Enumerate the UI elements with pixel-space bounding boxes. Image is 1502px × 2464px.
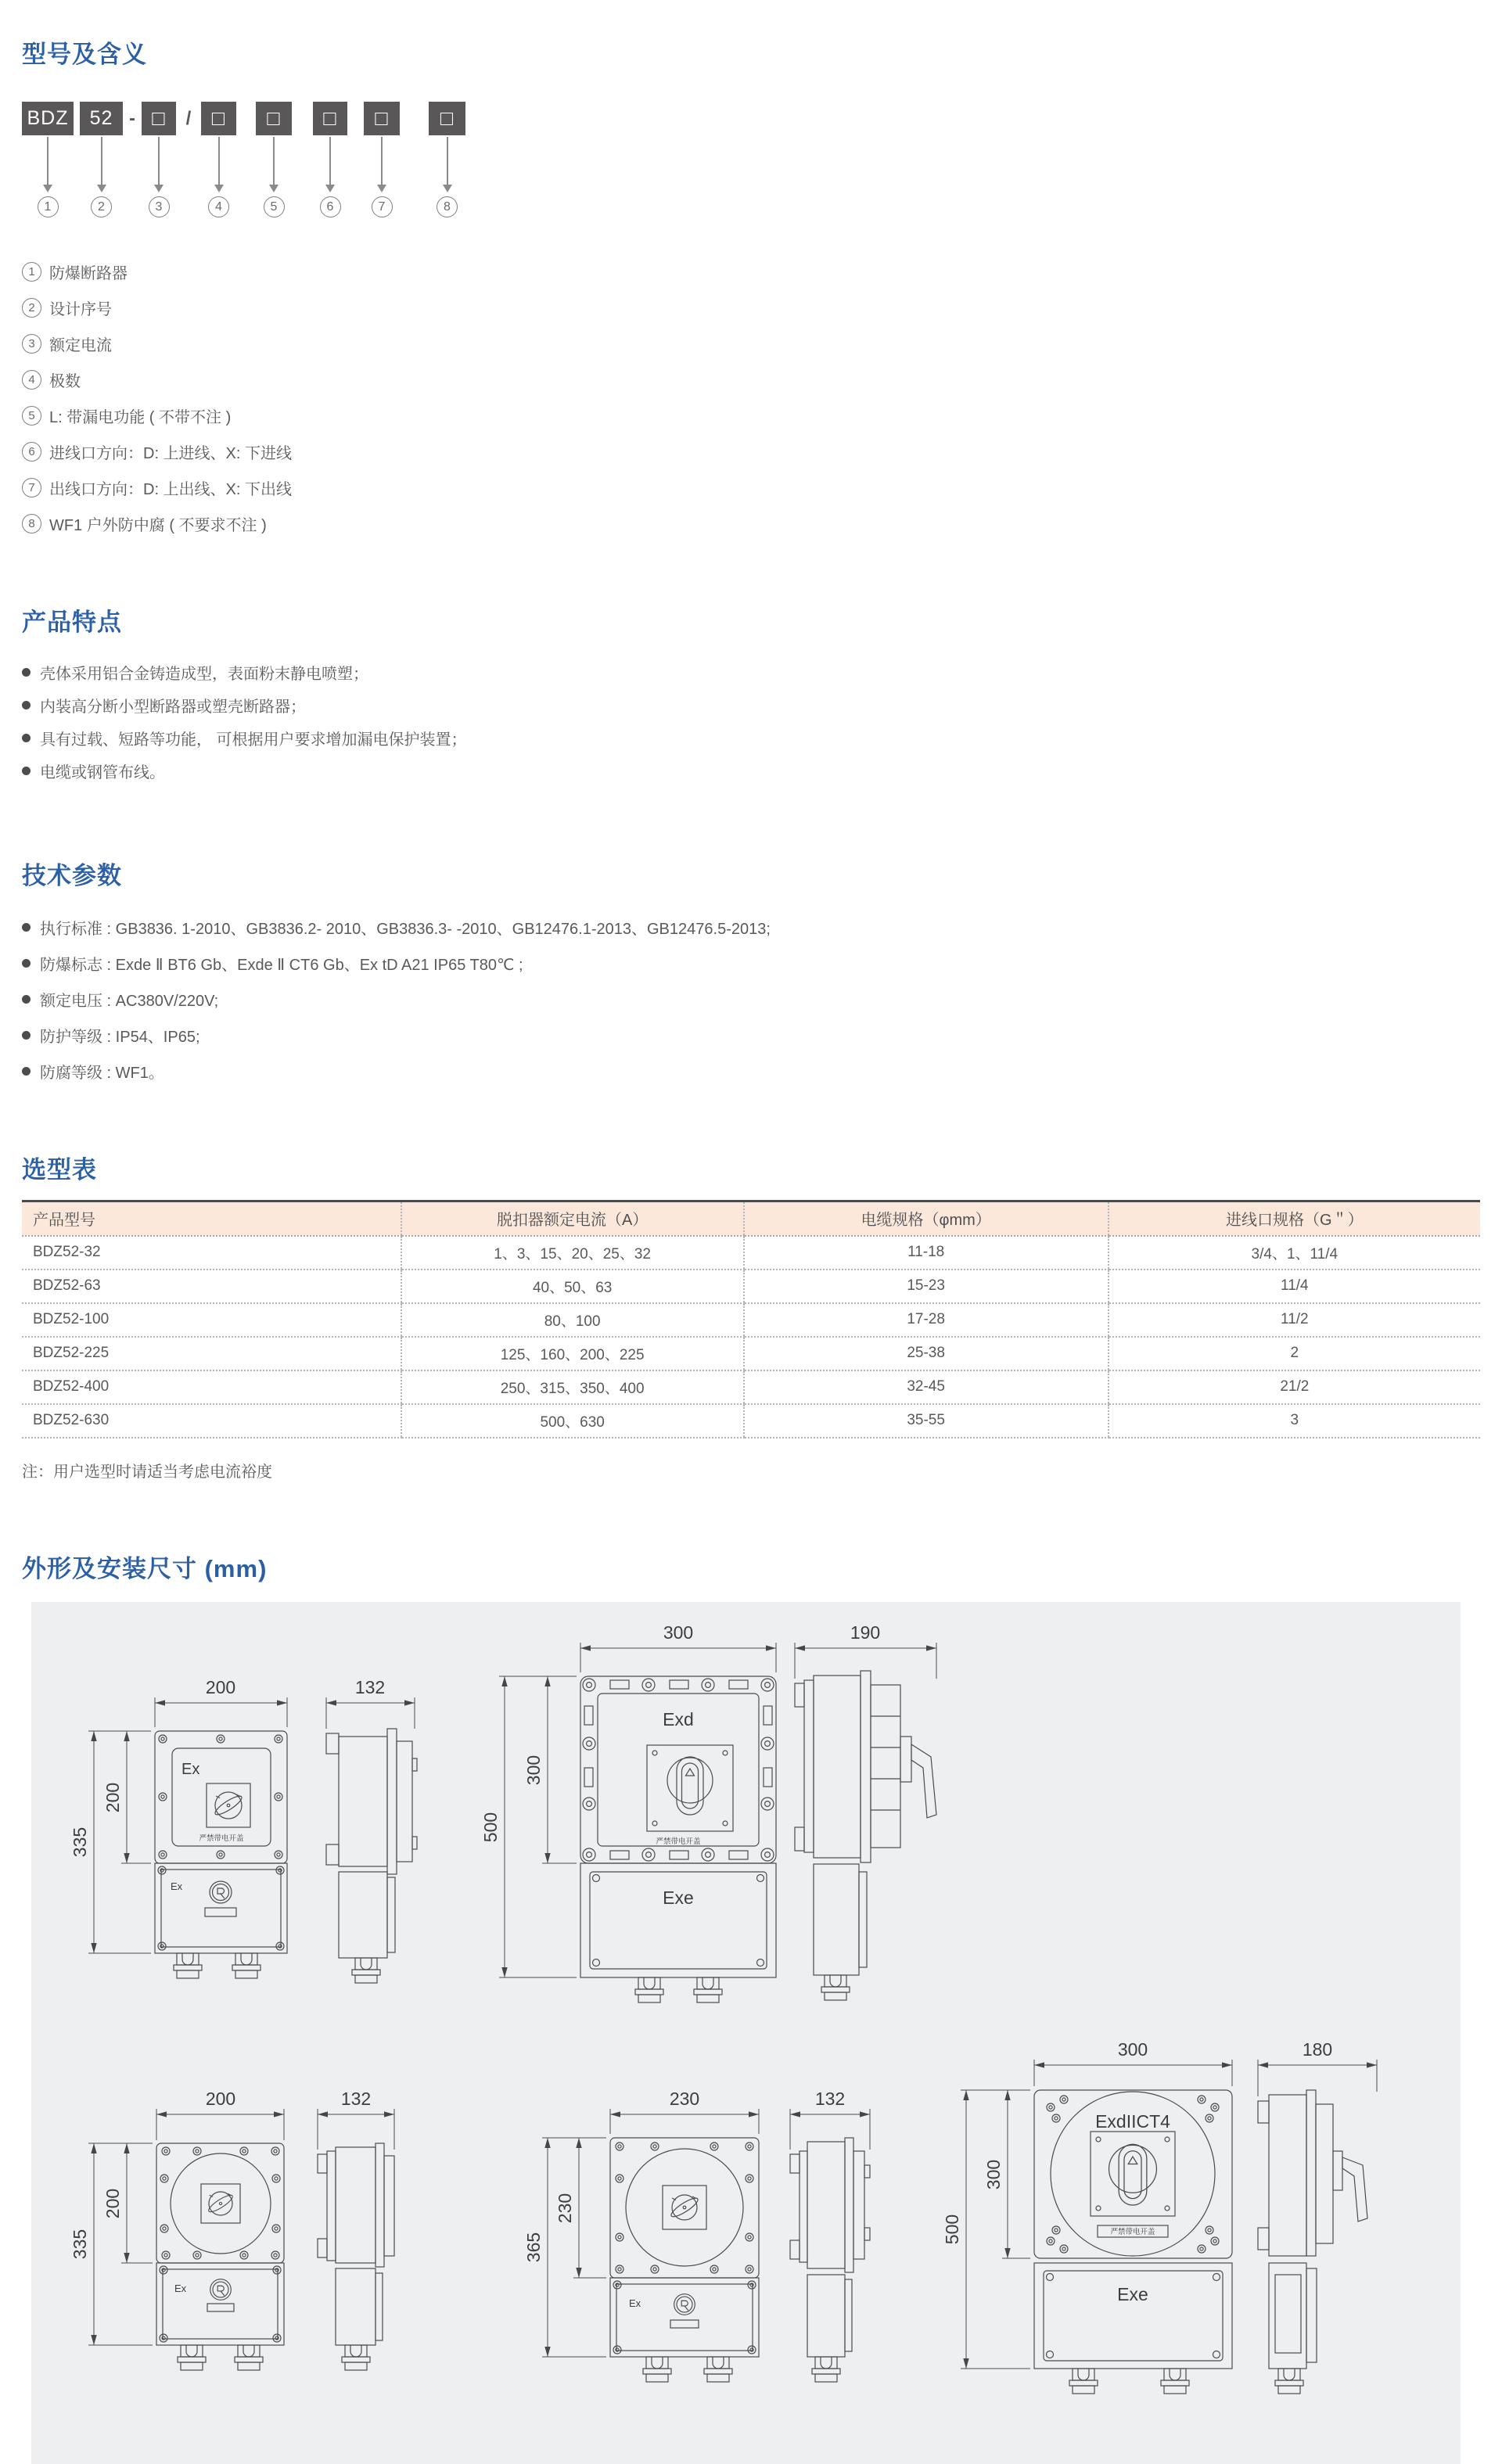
drawing-front-200x335-round xyxy=(70,2089,284,2370)
cell-model: BDZ52-400 xyxy=(22,1370,401,1404)
dimensions-section xyxy=(22,1553,1480,2464)
dim-inner: 200 xyxy=(102,2188,123,2218)
model-box-6: □ xyxy=(313,102,347,135)
model-note-1 xyxy=(22,253,1480,289)
table-row xyxy=(22,1404,1480,1438)
cell-model: BDZ52-32 xyxy=(22,1236,401,1270)
model-note-3 xyxy=(22,325,1480,361)
model-note-text: 出线口方向：D: 上出线、X: 下出线 xyxy=(49,480,293,498)
arrow-shaft xyxy=(381,137,383,185)
model-number-1: 1 xyxy=(38,196,59,217)
model-segment-2 xyxy=(80,102,123,217)
model-note-text: 防爆断路器 xyxy=(49,264,128,282)
model-segment-5 xyxy=(256,102,292,217)
cell-cable: 15-23 xyxy=(744,1270,1109,1303)
model-note-8 xyxy=(22,505,1480,541)
arrow-shaft xyxy=(158,137,160,185)
model-note-6 xyxy=(22,433,1480,469)
bullet-dot-icon xyxy=(22,767,31,775)
certification-mark-icon xyxy=(210,2279,232,2300)
bullet-dot-icon xyxy=(22,1067,31,1076)
model-notes xyxy=(22,253,1480,541)
drawing-side-132-b xyxy=(318,2089,394,2370)
tech-item xyxy=(22,945,1480,981)
cable-gland-icon xyxy=(1275,2369,1303,2394)
model-separator-slash: / xyxy=(185,107,192,129)
cable-gland-icon xyxy=(235,2345,263,2370)
arrow-shaft xyxy=(218,137,220,185)
table-row xyxy=(22,1370,1480,1404)
drawing-front-300x500-round xyxy=(942,2039,1232,2394)
dim-inner: 300 xyxy=(983,2159,1004,2189)
label-exe: Exe xyxy=(1117,2283,1148,2304)
arrow-shaft xyxy=(447,137,448,185)
table-row xyxy=(22,1303,1480,1337)
dim-height: 335 xyxy=(70,1826,90,1857)
bullet-dot-icon xyxy=(22,701,31,709)
dim-height: 500 xyxy=(942,2214,962,2244)
cell-model: BDZ52-100 xyxy=(22,1303,401,1337)
tech-title: 技术参数 xyxy=(22,862,122,889)
cell-current: 250、315、350、400 xyxy=(401,1370,744,1404)
arrow-head-icon xyxy=(97,185,106,192)
model-number-7: 7 xyxy=(372,196,393,217)
label-ex: Ex xyxy=(174,2282,187,2294)
arrow-head-icon xyxy=(325,185,335,192)
model-segment-8 xyxy=(429,102,465,217)
dim-inner: 300 xyxy=(523,1755,544,1785)
table-row xyxy=(22,1236,1480,1270)
dim-inner: 230 xyxy=(555,2193,575,2223)
label-exdiict4: ExdIICT4 xyxy=(1095,2110,1170,2132)
feature-text: 电缆或钢管布线。 xyxy=(40,763,165,781)
model-number-5: 5 xyxy=(264,196,285,217)
model-box-7: □ xyxy=(364,102,400,135)
model-segment-3 xyxy=(142,102,176,217)
model-box-bdz: BDZ xyxy=(22,102,74,135)
cable-gland-icon xyxy=(178,2345,206,2370)
tech-section xyxy=(22,860,1480,1089)
circled-number: 5 xyxy=(22,406,41,426)
cell-current: 125、160、200、225 xyxy=(401,1337,744,1370)
drawing-side-132-c xyxy=(790,2089,870,2382)
dim-width: 300 xyxy=(1117,2038,1148,2060)
cell-inlet: 2 xyxy=(1109,1337,1480,1370)
col-header-inlet: 进线口规格（G＂） xyxy=(1109,1201,1480,1236)
model-section-title: 型号及含义 xyxy=(22,41,147,68)
cell-inlet: 3 xyxy=(1109,1404,1480,1438)
bullet-dot-icon xyxy=(22,959,31,968)
model-number-6: 6 xyxy=(320,196,341,217)
drawing-front-200x335 xyxy=(70,1677,287,1978)
model-note-7 xyxy=(22,469,1480,505)
circled-number: 3 xyxy=(22,334,41,354)
cell-cable: 25-38 xyxy=(744,1337,1109,1370)
tech-item xyxy=(22,1053,1480,1089)
model-note-text: 进线口方向：D: 上进线、X: 下进线 xyxy=(49,444,293,462)
model-segment-1 xyxy=(22,102,74,217)
rotary-switch-icon xyxy=(1109,2144,1157,2205)
selection-table xyxy=(22,1200,1480,1439)
features-section xyxy=(22,607,1480,787)
model-note-2 xyxy=(22,289,1480,325)
arrow-head-icon xyxy=(269,185,278,192)
cell-current: 80、100 xyxy=(401,1303,744,1337)
warning-plate-text: 严禁带电开盖 xyxy=(1110,2227,1155,2236)
arrow-head-icon xyxy=(214,185,224,192)
cable-gland-icon xyxy=(232,1953,261,1978)
drawing-side-180 xyxy=(1258,2039,1377,2394)
cell-current: 500、630 xyxy=(401,1404,744,1438)
tech-item xyxy=(22,909,1480,945)
arrow-head-icon xyxy=(377,185,386,192)
col-header-model: 产品型号 xyxy=(22,1201,401,1236)
model-note-text: 极数 xyxy=(49,372,81,390)
label-exd: Exd xyxy=(663,1708,694,1729)
drawing-side-190 xyxy=(795,1622,936,2000)
cell-inlet: 11/4 xyxy=(1109,1270,1480,1303)
cell-cable: 11-18 xyxy=(744,1236,1109,1270)
model-note-text: L: 带漏电功能 ( 不带不注 ) xyxy=(49,408,232,426)
selection-note: 注：用户选型时请适当考虑电流裕度 xyxy=(22,1463,272,1481)
tech-text: 防护等级 : IP54、IP65; xyxy=(40,1028,200,1046)
col-header-current: 脱扣器额定电流（A） xyxy=(401,1201,744,1236)
cell-model: BDZ52-63 xyxy=(22,1270,401,1303)
cable-gland-icon xyxy=(694,1977,722,2002)
cell-current: 40、50、63 xyxy=(401,1270,744,1303)
selection-section xyxy=(22,1155,1480,1482)
cell-current: 1、3、15、20、25、32 xyxy=(401,1236,744,1270)
feature-text: 内装高分断小型断路器或塑壳断路器； xyxy=(40,698,306,716)
drawing-side-132 xyxy=(326,1677,417,1983)
cable-gland-icon xyxy=(643,2357,671,2382)
dim-depth: 190 xyxy=(850,1622,881,1643)
cell-model: BDZ52-225 xyxy=(22,1337,401,1370)
tech-text: 防腐等级 : WF1。 xyxy=(40,1064,164,1082)
model-note-4 xyxy=(22,361,1480,397)
cable-gland-icon xyxy=(812,2357,840,2382)
feature-item xyxy=(22,656,1480,688)
model-number-2: 2 xyxy=(91,196,112,217)
cable-gland-icon xyxy=(821,1975,850,2000)
circled-number: 4 xyxy=(22,370,41,390)
model-note-text: 设计序号 xyxy=(49,300,112,318)
feature-item xyxy=(22,754,1480,787)
certification-mark-icon xyxy=(210,1881,232,1903)
arrow-head-icon xyxy=(154,185,163,192)
rotary-switch-icon xyxy=(667,1757,713,1815)
dim-width: 200 xyxy=(205,2088,236,2109)
tech-item xyxy=(22,981,1480,1017)
dim-height: 500 xyxy=(480,1812,501,1842)
cable-gland-icon xyxy=(1069,2369,1098,2394)
selection-title: 选型表 xyxy=(22,1156,97,1184)
model-number-4: 4 xyxy=(208,196,229,217)
model-box-52: 52 xyxy=(80,102,123,135)
model-box-5: □ xyxy=(256,102,292,135)
dim-width: 300 xyxy=(663,1622,694,1643)
circled-number: 8 xyxy=(22,514,41,533)
tech-text: 额定电压 : AC380V/220V; xyxy=(40,992,219,1010)
tech-item xyxy=(22,1017,1480,1053)
arrow-shaft xyxy=(329,137,331,185)
label-exe: Exe xyxy=(663,1887,694,1908)
label-ex: Ex xyxy=(181,1760,200,1778)
feature-item xyxy=(22,721,1480,754)
drawing-front-230x365 xyxy=(523,2089,759,2382)
dim-width: 230 xyxy=(669,2088,700,2109)
features-title: 产品特点 xyxy=(22,609,122,636)
features-list xyxy=(22,656,1480,787)
cable-gland-icon xyxy=(352,1958,380,1983)
dim-height: 365 xyxy=(523,2232,544,2262)
model-segment-7 xyxy=(364,102,400,217)
cell-cable: 17-28 xyxy=(744,1303,1109,1337)
circled-number: 7 xyxy=(22,478,41,497)
table-header-row xyxy=(22,1201,1480,1236)
dimension-drawings-panel xyxy=(31,1602,1461,2464)
model-code-diagram xyxy=(22,102,1480,217)
model-box-8: □ xyxy=(429,102,465,135)
cell-inlet: 11/2 xyxy=(1109,1303,1480,1337)
model-box-3: □ xyxy=(142,102,176,135)
model-box-4: □ xyxy=(201,102,236,135)
bullet-dot-icon xyxy=(22,1031,31,1040)
model-number-8: 8 xyxy=(437,196,458,217)
feature-text: 具有过载、短路等功能， 可根据用户要求增加漏电保护装置； xyxy=(40,731,467,749)
feature-item xyxy=(22,688,1480,721)
bullet-dot-icon xyxy=(22,923,31,932)
cell-cable: 32-45 xyxy=(744,1370,1109,1404)
model-note-text: 额定电流 xyxy=(49,336,112,354)
model-number-3: 3 xyxy=(149,196,170,217)
cell-inlet: 3/4、1、11/4 xyxy=(1109,1236,1480,1270)
dim-height: 335 xyxy=(70,2229,90,2259)
bullet-dot-icon xyxy=(22,995,31,1004)
arrow-shaft xyxy=(47,137,49,185)
dim-depth: 132 xyxy=(814,2088,846,2109)
cell-model: BDZ52-630 xyxy=(22,1404,401,1438)
bullet-dot-icon xyxy=(22,668,31,677)
dim-width: 200 xyxy=(205,1676,236,1697)
cell-cable: 35-55 xyxy=(744,1404,1109,1438)
model-segment-4 xyxy=(201,102,236,217)
circled-number: 2 xyxy=(22,298,41,318)
table-row xyxy=(22,1337,1480,1370)
cable-gland-icon xyxy=(1161,2369,1189,2394)
drawing-front-300x500 xyxy=(480,1622,776,2002)
cable-gland-icon xyxy=(704,2357,732,2382)
table-row xyxy=(22,1270,1480,1303)
model-segment-6 xyxy=(313,102,347,217)
circled-number: 1 xyxy=(22,262,41,282)
cable-gland-icon xyxy=(174,1953,202,1978)
tech-text: 防爆标志 : Exde Ⅱ BT6 Gb、Exde Ⅱ CT6 Gb、Ex tD A21 IP65 T80℃ ; xyxy=(40,956,523,974)
arrow-head-icon xyxy=(43,185,52,192)
arrow-head-icon xyxy=(443,185,452,192)
dim-depth: 132 xyxy=(340,2088,372,2109)
cable-gland-icon xyxy=(342,2345,370,2370)
dim-depth: 132 xyxy=(354,1676,386,1697)
model-separator-dash: - xyxy=(129,107,135,129)
certification-mark-icon xyxy=(674,2293,695,2315)
bullet-dot-icon xyxy=(22,734,31,742)
dimensions-title: 外形及安装尺寸 (mm) xyxy=(22,1554,268,1582)
cable-gland-icon xyxy=(635,1977,663,2002)
circled-number: 6 xyxy=(22,442,41,462)
col-header-cable: 电缆规格（φmm） xyxy=(744,1201,1109,1236)
cell-inlet: 21/2 xyxy=(1109,1370,1480,1404)
arrow-shaft xyxy=(101,137,102,185)
warning-plate-text: 严禁带电开盖 xyxy=(199,1834,244,1843)
warning-plate-text: 严禁带电开盖 xyxy=(656,1837,701,1846)
dim-depth: 180 xyxy=(1302,2038,1333,2060)
arrow-shaft xyxy=(273,137,275,185)
model-note-5 xyxy=(22,397,1480,433)
tech-text: 执行标准 : GB3836. 1-2010、GB3836.2- 2010、GB3836.3- -2010、GB12476.1-2013、GB12476.5-2013; xyxy=(40,920,771,938)
tech-list xyxy=(22,909,1480,1089)
technical-drawings xyxy=(31,1602,1461,2464)
model-note-text: WF1 户外防中腐 ( 不要求不注 ) xyxy=(49,516,267,534)
label-ex: Ex xyxy=(629,2297,641,2309)
label-ex-lower: Ex xyxy=(171,1880,183,1892)
dim-inner: 200 xyxy=(102,1782,123,1812)
feature-text: 壳体采用铝合金铸造成型，表面粉末静电喷塑； xyxy=(40,665,368,683)
